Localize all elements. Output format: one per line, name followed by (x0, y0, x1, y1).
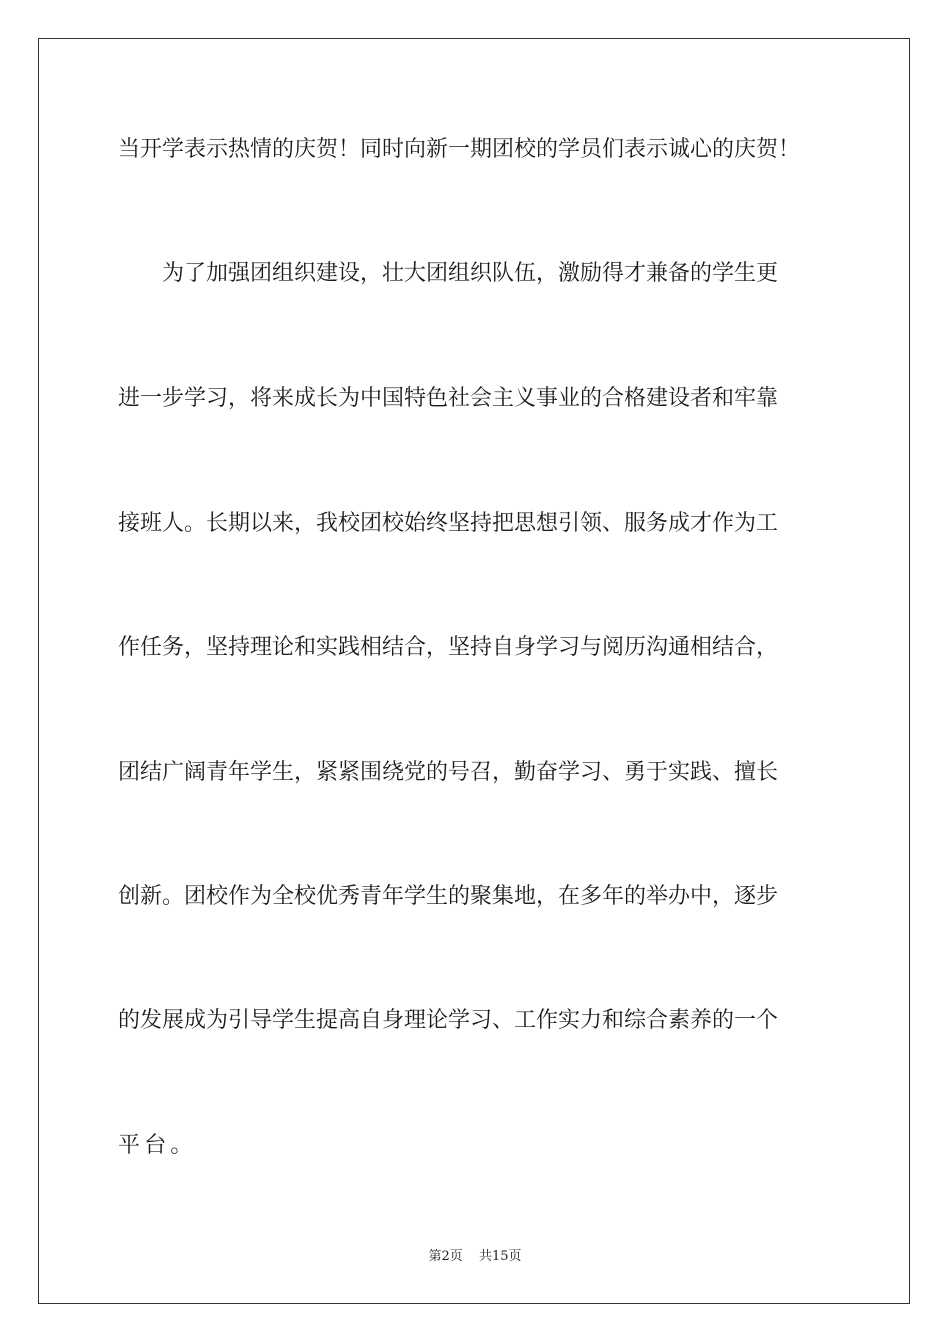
text-line-3: 进一步学习，将来成长为中国特色社会主义事业的合格建设者和牢靠 (118, 386, 779, 411)
text-line-5: 作任务，坚持理论和实践相结合，坚持自身学习与阅历沟通相结合， (118, 635, 779, 660)
text-line-9: 平台。 (118, 1133, 197, 1158)
text-line-2: 为了加强团组织建设，壮大团组织队伍，激励得才兼备的学生更 (162, 261, 779, 286)
text-line-6: 团结广阔青年学生，紧紧围绕党的号召，勤奋学习、勇于实践、擅长 (118, 760, 779, 785)
page-footer (0, 1248, 950, 1266)
text-line-8: 的发展成为引导学生提高自身理论学习、工作实力和综合素养的一个 (118, 1008, 779, 1033)
text-line-7: 创新。团校作为全校优秀青年学生的聚集地，在多年的举办中，逐步 (118, 884, 779, 909)
text-line-4: 接班人。长期以来，我校团校始终坚持把思想引领、服务成才作为工 (118, 511, 779, 536)
text-line-1: 当开学表示热情的庆贺！同时向新一期团校的学员们表示诚心的庆贺！ (118, 137, 801, 162)
page-number: 第2页 (428, 1249, 463, 1264)
page-total: 共15页 (478, 1249, 522, 1264)
page-border (38, 38, 910, 1304)
